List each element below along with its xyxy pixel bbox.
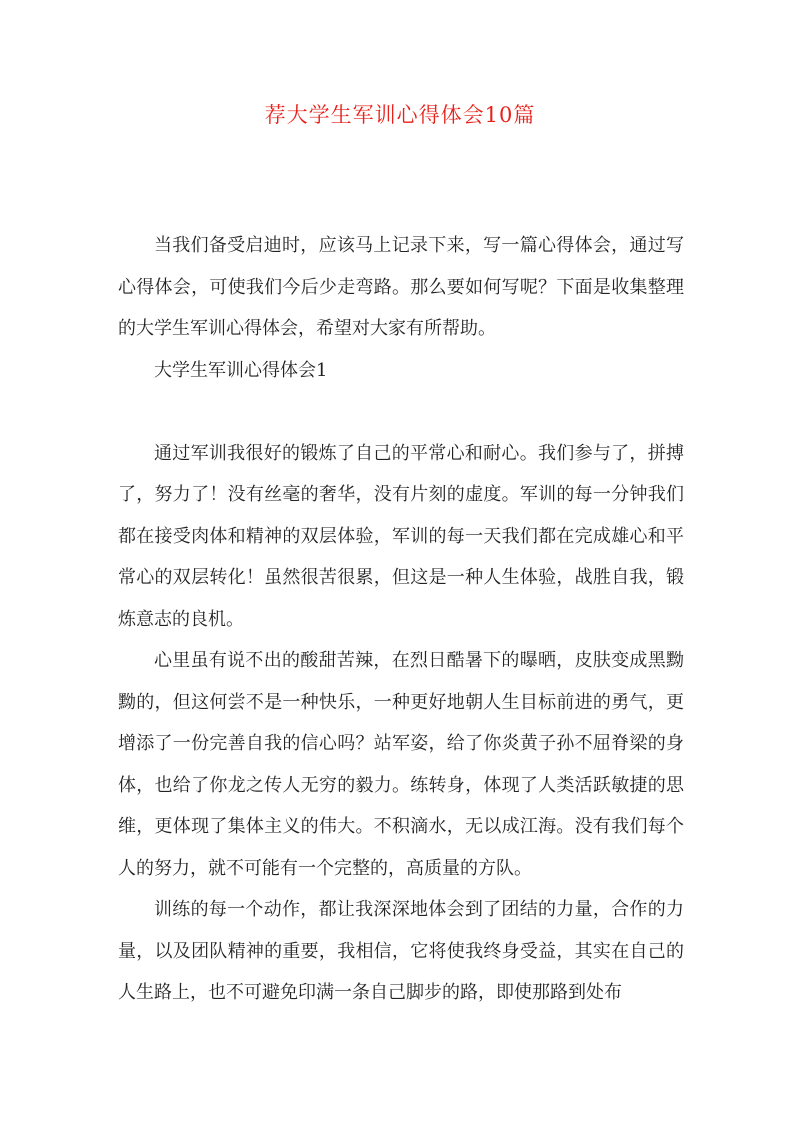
section-heading: 大学生军训心得体会1	[154, 359, 328, 381]
document-title: 荐大学生军训心得体会10篇	[264, 103, 536, 127]
body-paragraph-3: 训练的每一个动作，都让我深深地体会到了团结的力量，合作的力量，以及团队精神的重要，我相信，它将使我终身受益，其实在自己的人生路上，也不可避免印满一条自己脚步的路，即使那路到处布	[118, 899, 684, 1003]
intro-paragraph: 当我们备受启迪时，应该马上记录下来，写一篇心得体会，通过写心得体会，可使我们今后少走弯路。那么要如何写呢？下面是收集整理的大学生军训心得体会，希望对大家有所帮助。	[118, 235, 684, 339]
body-paragraph-1: 通过军训我很好的锻炼了自己的平常心和耐心。我们参与了，拼搏了，努力了！没有丝毫的奢华，没有片刻的虚度。军训的每一分钟我们都在接受肉体和精神的双层体验，军训的每一天我们都在完成雄心和平常心的双层转化！虽然很苦很累，但这是一种人生体验，战胜自我，锻炼意志的良机。	[118, 442, 684, 630]
document-body	[118, 225, 684, 1014]
body-paragraph-2: 心里虽有说不出的酸甜苦辣，在烈日酷暑下的曝晒，皮肤变成黑黝黝的，但这何尝不是一种快乐，一种更好地朝人生目标前进的勇气，更增添了一份完善自我的信心吗？站军姿，给了你炎黄子孙不屈脊梁的身体，也给了你龙之传人无穷的毅力。练转身，体现了人类活跃敏捷的思维，更体现了集体主义的伟大。不积滴水，无以成江海。没有我们每个人的努力，就不可能有一个完整的，高质量的方队。	[118, 650, 684, 879]
